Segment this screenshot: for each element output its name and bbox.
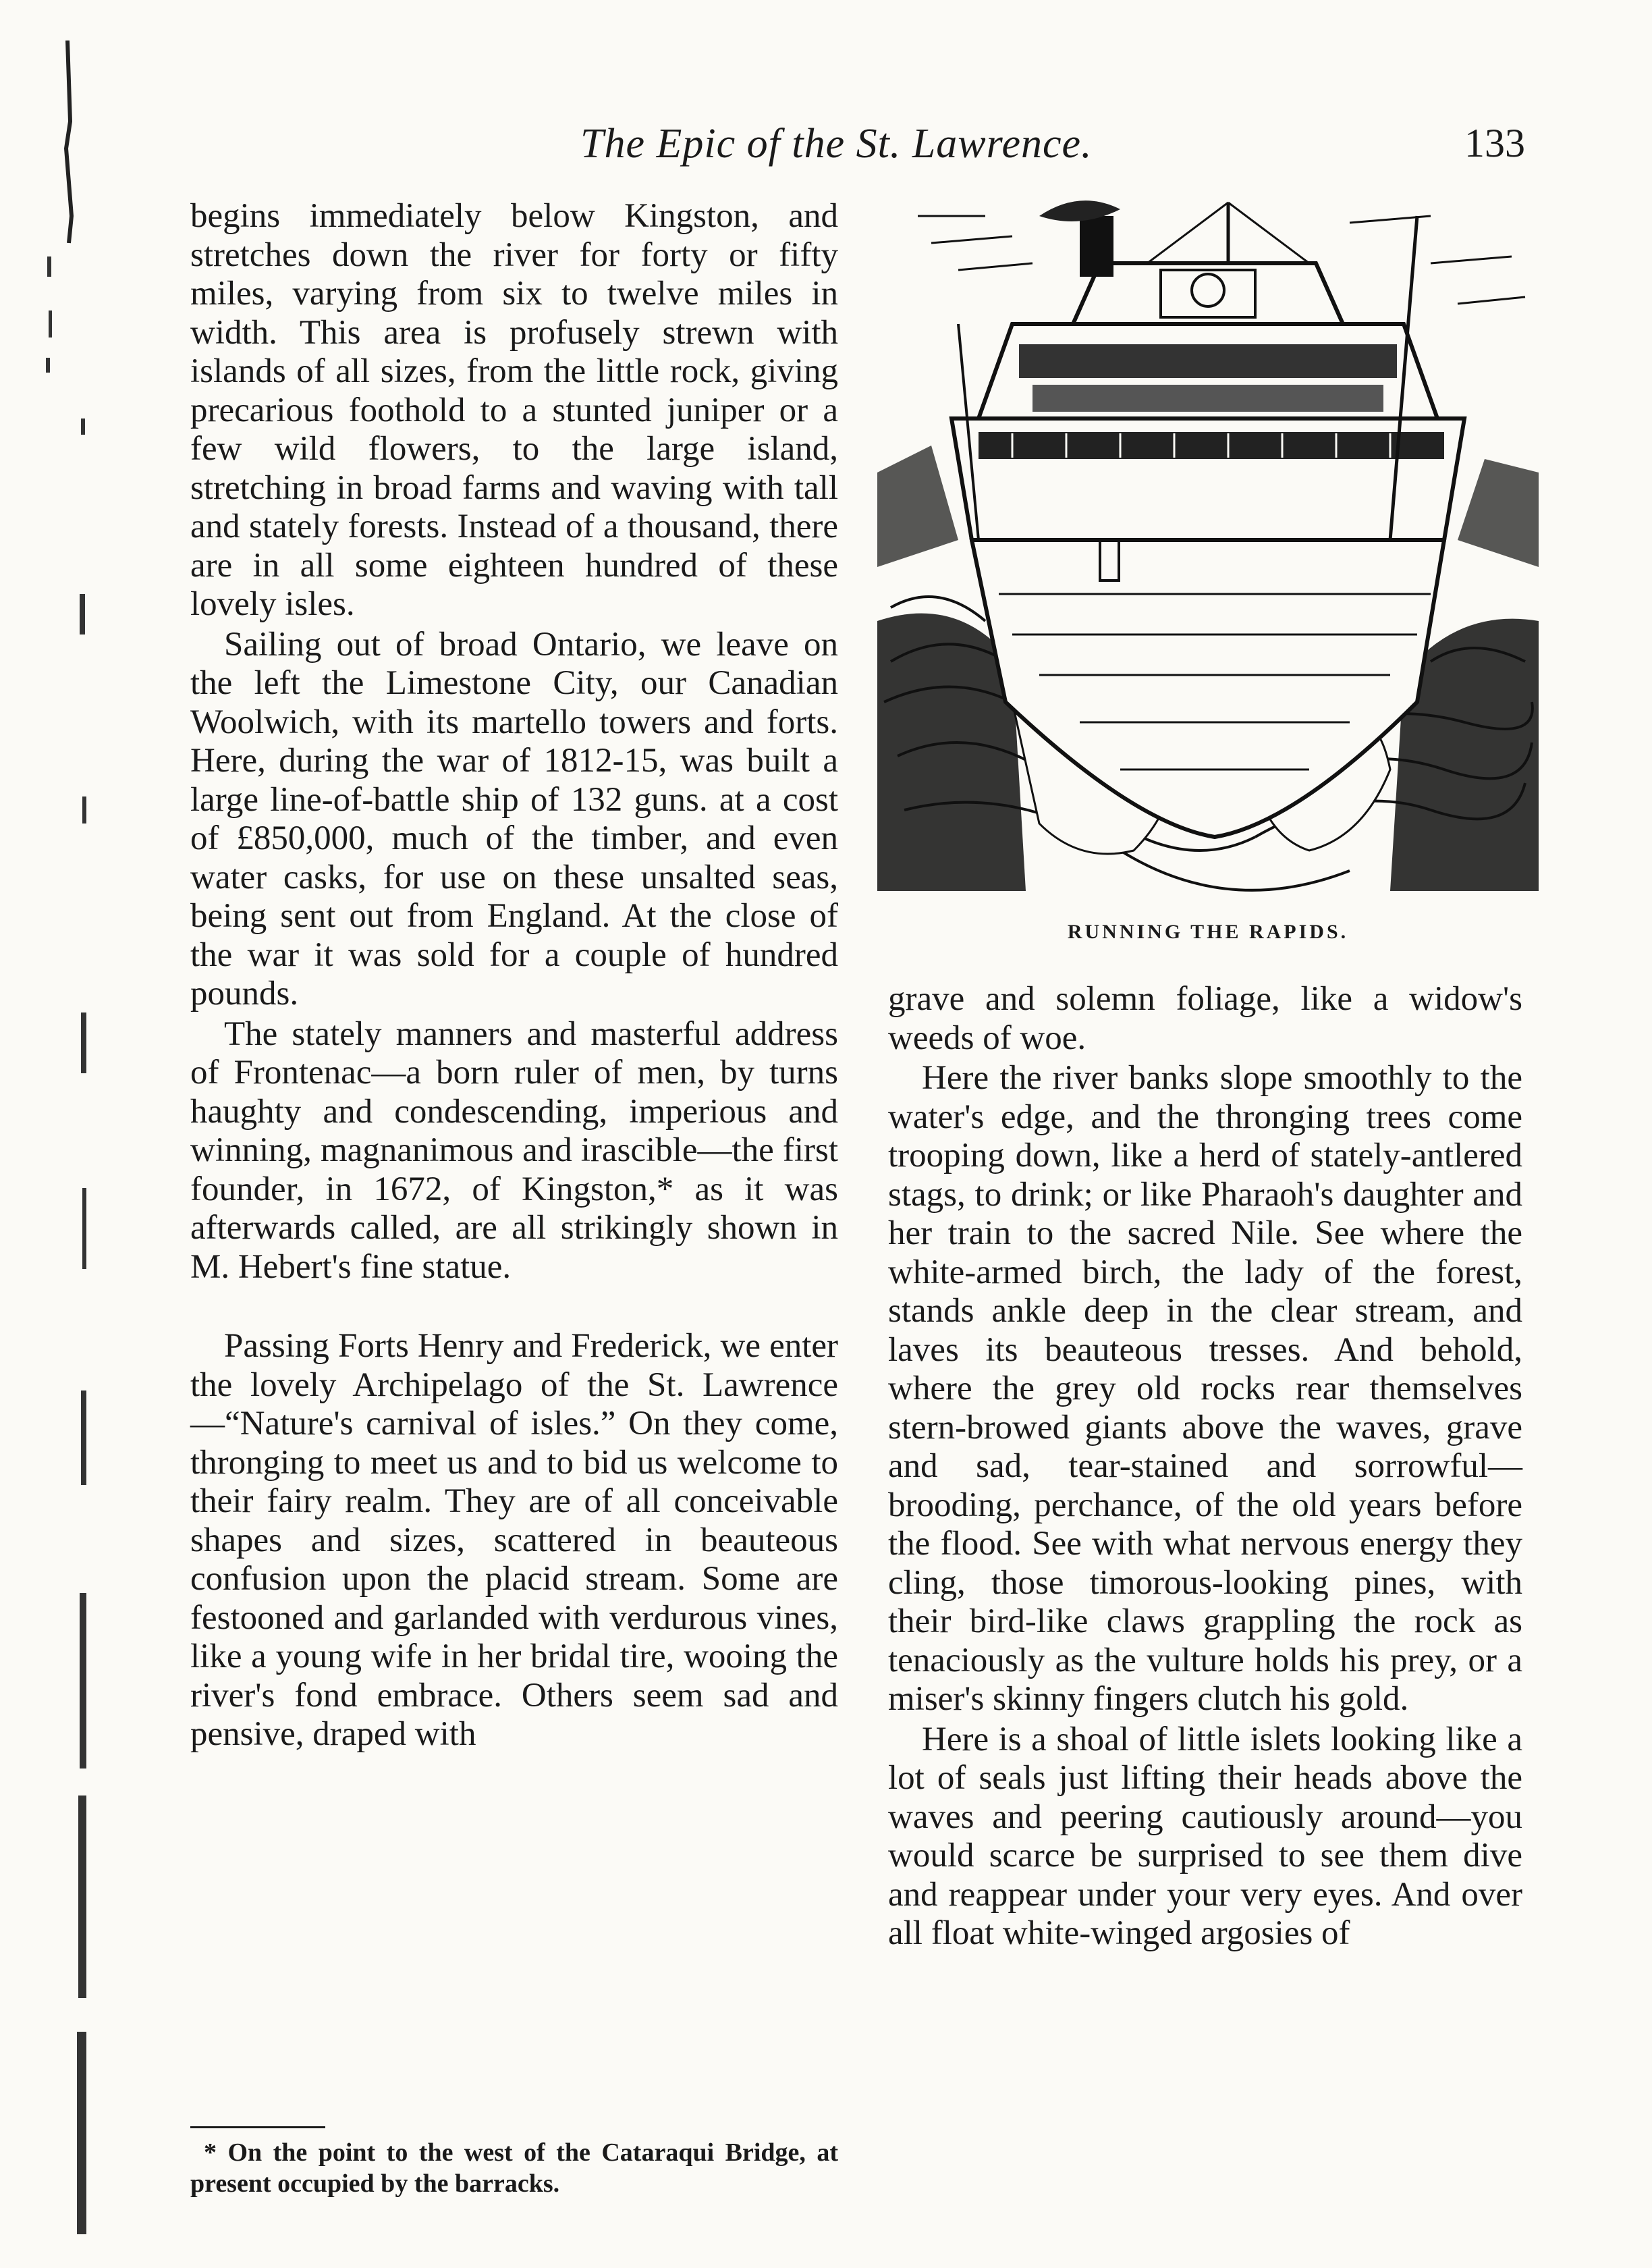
- steamboat-engraving-icon: [877, 189, 1539, 911]
- paragraph: Sailing out of broad Ontario, we leave on the left the Limestone City, our Canadian Woolwich, with its martello towers and forts. Here, during the war of 1812-15, was built a large line-of-battle ship of 132 guns. at a cost of £850,000, much of the timber, and even water casks, for use on these unsalted seas, being sent out from England. At the close of the war it was sold for a couple of hundred pounds.: [190, 625, 838, 1013]
- footnote: * On the point to the west of the Cataraqui Bridge, at present occupied by the barracks.: [190, 2138, 838, 2198]
- paragraph: begins immediately below Kingston, and stretches down the river for forty or fifty miles, varying from six to twelve miles in width. This area is profusely strewn with islands of all sizes, from the little rock, giving precarious foothold to a stunted juniper or a few wild flowers, to the large island, stretching in broad farms and waving with tall and stately forests. Instead of a thousand, there are in all some eighteen hundred of these lovely isles.: [190, 197, 838, 623]
- running-title: The Epic of the St. Lawrence.: [580, 121, 1093, 167]
- paragraph: Passing Forts Henry and Frederick, we enter the lovely Archipelago of the St. Lawrence—“Nature's carnival of isles.” On they come, thronging to meet us and to bid us welcome to their fairy realm. They are of all conceivable shapes and sizes, scattered in beauteous confusion upon the placid stream. Some are festooned and garlanded with verdurous vines, like a young wife in her bridal tire, wooing the river's fond embrace. Others seem sad and pensive, draped with: [190, 1327, 838, 1753]
- paragraph: Here is a shoal of little islets looking like a lot of seals just lifting their heads above the waves and peering cautiously around—you would scarce be surprised to see them dive and reappear under your very eyes. And over all float white-winged argosies of: [888, 1720, 1522, 1952]
- footnote-rule: [190, 2126, 325, 2128]
- right-column: [888, 980, 1522, 1953]
- page-number: 133: [1464, 121, 1525, 165]
- paragraph: The stately manners and masterful address of Frontenac—a born ruler of men, by turns haughty and condescending, imperious and winning, magnanimous and irascible—the first founder, in 1672, of Kingston,* as it was afterwards called, are all strikingly shown in M. Hebert's fine statue.: [190, 1015, 838, 1286]
- illustration-caption: RUNNING THE RAPIDS.: [1067, 921, 1349, 943]
- paragraph: grave and solemn foliage, like a widow's weeds of woe.: [888, 980, 1522, 1057]
- binding-gutter: [40, 40, 94, 2241]
- paragraph: Here the river banks slope smoothly to the water's edge, and the thronging trees come trooping down, like a herd of stately-antlered stags, to drink; or like Pharaoh's daughter and her train to the sacred Nile. See where the white-armed birch, the lady of the forest, stands ankle deep in the clear stream, and laves its beauteous tresses. And behold, where the grey old rocks rear themselves stern-browed giants above the waves, grave and sad, tear-stained and sorrowful—brooding, perchance, of the old years before the flood. See with what nervous energy they cling, those timorous-looking pines, with their bird-like claws grappling the rock as tenaciously as the vulture holds his prey, or a miser's skinny fingers clutch his gold.: [888, 1059, 1522, 1718]
- left-column: [190, 197, 838, 1754]
